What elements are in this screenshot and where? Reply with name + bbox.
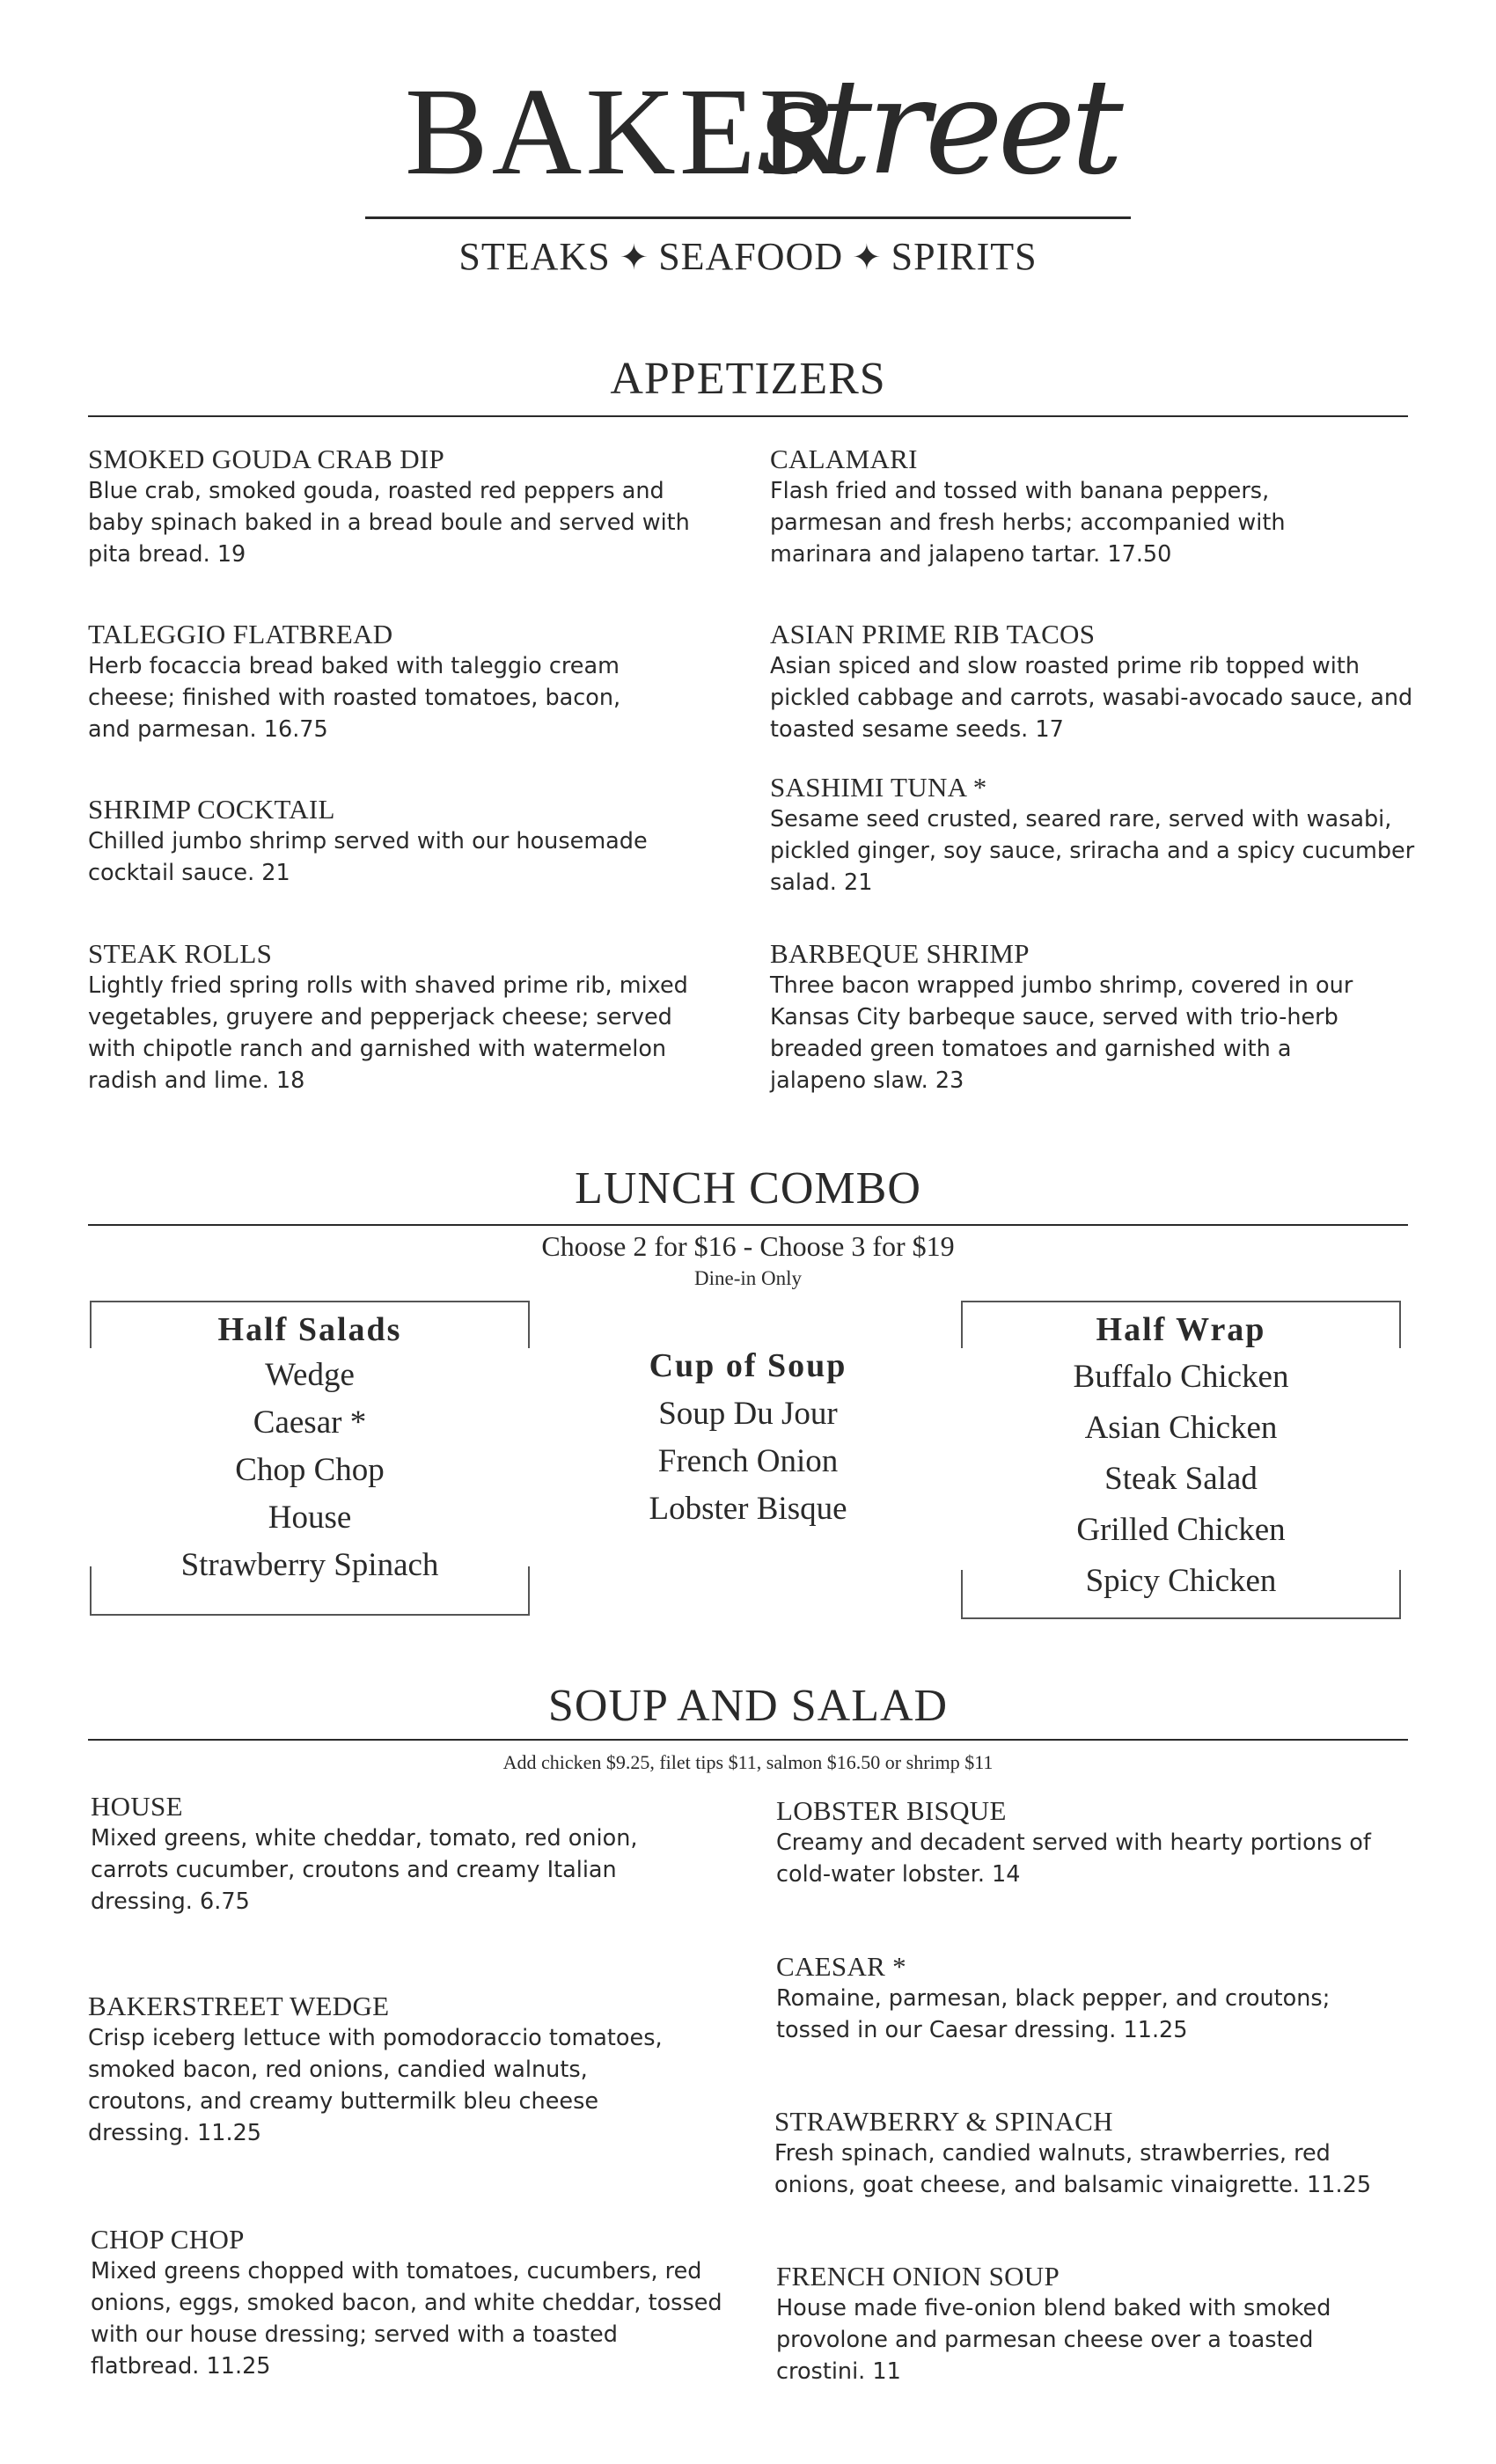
- half-wrap-column: [961, 1308, 1401, 1607]
- combo-option: House: [268, 1500, 352, 1536]
- item-name: SHRIMP COCKTAIL: [88, 794, 335, 825]
- item-name: LOBSTER BISQUE: [776, 1795, 1007, 1826]
- cup-of-soup-heading: Cup of Soup: [649, 1347, 847, 1384]
- soup-salad-divider: [88, 1739, 1408, 1741]
- menu-item: [770, 444, 1421, 570]
- menu-item: [776, 2261, 1427, 2387]
- item-description: House made five-onion blend baked with smoked provolone and parmesan cheese over a toasted crostini. 11: [776, 2295, 1331, 2385]
- menu-item: [770, 619, 1421, 745]
- tagline-seafood: SEAFOOD: [658, 235, 844, 278]
- combo-option: Asian Chicken: [1084, 1410, 1278, 1446]
- menu-item: [91, 1791, 724, 1918]
- menu-item: [88, 619, 722, 745]
- item-name: STEAK ROLLS: [88, 938, 273, 969]
- cup-of-soup-column: [528, 1341, 968, 1533]
- combo-option: Steak Salad: [1104, 1461, 1258, 1497]
- item-description: Creamy and decadent served with hearty portions of cold-water lobster. 14: [776, 1830, 1371, 1888]
- item-name: BARBEQUE SHRIMP: [770, 938, 1030, 969]
- menu-item: [88, 938, 722, 1096]
- logo-wordmark: BAKER: [405, 62, 847, 201]
- add-protein-note: Add chicken $9.25, filet tips $11, salmon $16.50 or shrimp $11: [502, 1751, 994, 1773]
- item-name: FRENCH ONION SOUP: [776, 2261, 1060, 2292]
- combo-option: Chop Chop: [235, 1452, 385, 1488]
- item-name: CALAMARI: [770, 444, 918, 474]
- combo-option: Lobster Bisque: [649, 1491, 847, 1527]
- combo-pricing: Choose 2 for $16 - Choose 3 for $19: [541, 1230, 955, 1262]
- item-description: Fresh spinach, candied walnuts, strawberries, red onions, goat cheese, and balsamic vinaigrette. 11.25: [774, 2140, 1372, 2198]
- combo-option: Strawberry Spinach: [180, 1547, 439, 1583]
- half-salads-heading: Half Salads: [217, 1311, 402, 1348]
- star-icon: ✦: [619, 238, 650, 277]
- lunch-combo-heading: LUNCH COMBO: [575, 1163, 921, 1214]
- item-name: ASIAN PRIME RIB TACOS: [770, 619, 1096, 649]
- combo-option: Wedge: [265, 1357, 355, 1393]
- item-description: Asian spiced and slow roasted prime rib topped with pickled cabbage and carrots, wasabi-avocado sauce, and toasted sesame seeds. 17: [770, 653, 1413, 743]
- half-salads-column: [90, 1308, 530, 1589]
- item-description: Blue crab, smoked gouda, roasted red peppers and baby spinach baked in a bread boule and served with pita bread. 19: [88, 478, 690, 568]
- item-name: CAESAR *: [776, 1951, 906, 1982]
- item-description: Mixed greens chopped with tomatoes, cucumbers, red onions, eggs, smoked bacon, and white cheddar, tossed with our house dressing; served with a toasted flatbread. 11.25: [91, 2258, 722, 2380]
- item-name: SASHIMI TUNA *: [770, 772, 987, 803]
- tagline: [365, 234, 1131, 279]
- menu-item: [770, 772, 1421, 898]
- item-description: Flash fried and tossed with banana peppers, parmesan and fresh herbs; accompanied with marinara and jalapeno tartar. 17.50: [770, 478, 1286, 568]
- item-description: Mixed greens, white cheddar, tomato, red onion, carrots cucumber, croutons and creamy Italian dressing. 6.75: [91, 1825, 638, 1915]
- menu-item: [774, 2106, 1426, 2201]
- item-name: TALEGGIO FLATBREAD: [88, 619, 393, 649]
- menu-item: [88, 794, 722, 889]
- menu-item: [88, 444, 722, 570]
- item-name: HOUSE: [91, 1791, 183, 1822]
- menu-item: [91, 2224, 724, 2382]
- menu-item: [770, 938, 1421, 1096]
- menu-item: [776, 1951, 1427, 2046]
- item-description: Three bacon wrapped jumbo shrimp, covered in our Kansas City barbeque sauce, served with trio-herb breaded green tomatoes and garnished with a jalapeno slaw. 23: [770, 972, 1353, 1094]
- item-description: Chilled jumbo shrimp served with our housemade cocktail sauce. 21: [88, 828, 648, 886]
- item-name: CHOP CHOP: [91, 2224, 245, 2255]
- item-description: Herb focaccia bread baked with taleggio cream cheese; finished with roasted tomatoes, bacon, and parmesan. 16.75: [88, 653, 621, 743]
- item-description: Romaine, parmesan, black pepper, and croutons; tossed in our Caesar dressing. 11.25: [776, 1985, 1331, 2043]
- combo-option: Caesar *: [253, 1404, 367, 1441]
- logo-script: street: [757, 51, 1118, 204]
- tagline-spirits: SPIRITS: [891, 235, 1038, 278]
- dine-in-note: Dine-in Only: [693, 1267, 802, 1289]
- menu-item: [88, 1991, 722, 2149]
- combo-option: Grilled Chicken: [1076, 1512, 1286, 1548]
- combo-option: Buffalo Chicken: [1073, 1359, 1289, 1395]
- lunch-combo-divider: [88, 1224, 1408, 1226]
- item-description: Lightly fried spring rolls with shaved prime rib, mixed vegetables, gruyere and pepperjack cheese; served with chipotle ranch and garnished with watermelon radish and lime. 18: [88, 972, 688, 1094]
- soup-salad-heading: SOUP AND SALAD: [547, 1681, 949, 1731]
- appetizers-heading: APPETIZERS: [610, 354, 886, 404]
- item-name: BAKERSTREET WEDGE: [88, 1991, 390, 2021]
- item-name: SMOKED GOUDA CRAB DIP: [88, 444, 445, 474]
- star-icon: ✦: [852, 238, 883, 277]
- combo-option: Soup Du Jour: [658, 1396, 838, 1432]
- half-wrap-heading: Half Wrap: [1096, 1311, 1266, 1348]
- combo-option: Spicy Chicken: [1085, 1563, 1277, 1599]
- combo-option: French Onion: [657, 1443, 839, 1479]
- logo-divider: [365, 216, 1131, 219]
- appetizers-divider: [88, 415, 1408, 417]
- tagline-steaks: STEAKS: [458, 235, 611, 278]
- item-description: Crisp iceberg lettuce with pomodoraccio tomatoes, smoked bacon, red onions, candied walnuts, croutons, and creamy buttermilk bleu cheese dressing. 11.25: [88, 2025, 663, 2146]
- item-description: Sesame seed crusted, seared rare, served with wasabi, pickled ginger, soy sauce, sriracha and a spicy cucumber salad. 21: [770, 806, 1415, 896]
- item-name: STRAWBERRY & SPINACH: [774, 2106, 1113, 2137]
- menu-item: [776, 1795, 1427, 1890]
